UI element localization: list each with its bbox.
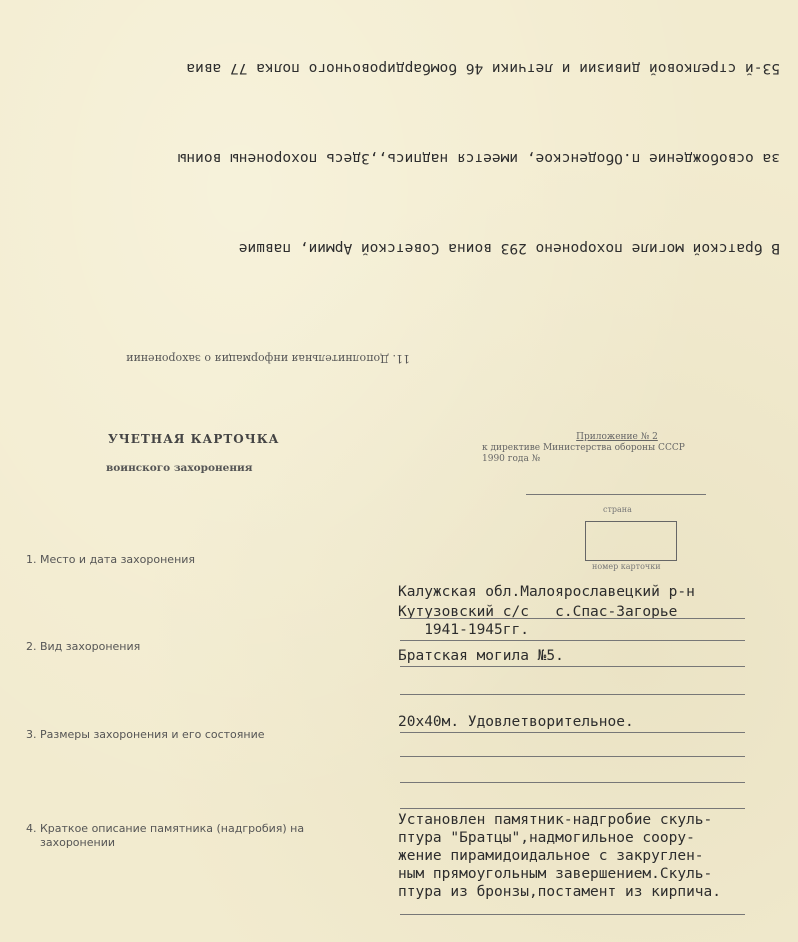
field-value-line: птура "Братцы",надмогильное соору- bbox=[398, 830, 695, 846]
back-line: 53-й стрелковой дивизии и летчики 46 бомбардировочного полка 77 авиа bbox=[186, 60, 780, 76]
field-line bbox=[400, 782, 745, 783]
field-label: 1. Место и дата захоронения bbox=[26, 553, 196, 566]
back-line: В братской могиле похоронено 293 воина Советской Армии, павшие bbox=[238, 240, 780, 256]
back-heading: 11. Дополнительная информация о захоронении bbox=[126, 352, 410, 365]
appendix-line: 1990 года № bbox=[482, 454, 541, 464]
field-value-line: птура из бронзы,постамент из кирпича. bbox=[398, 884, 722, 900]
field-value-line: ным прямоугольным завершением.Скуль- bbox=[398, 866, 713, 882]
back-line: за освобождение п.Ободенское, имеется надпись,,Здесь похоронены воины bbox=[177, 150, 780, 166]
field-value-line: Кутузовский с/с с.Спас-Загорье bbox=[398, 604, 678, 620]
field-line bbox=[400, 914, 745, 915]
field-label: 2. Вид захоронения bbox=[26, 640, 141, 653]
field-line bbox=[400, 756, 745, 757]
card-number-box bbox=[585, 521, 677, 561]
appendix-block bbox=[482, 432, 742, 465]
appendix-line: к директиве Министерства обороны СССР bbox=[482, 443, 685, 453]
field-line bbox=[400, 666, 745, 667]
field-line bbox=[400, 618, 745, 619]
field-line bbox=[400, 732, 745, 733]
field-line bbox=[400, 694, 745, 695]
field-line bbox=[400, 808, 745, 809]
field-label: 4. Краткое описание памятника (надгробия) на bbox=[26, 822, 305, 835]
inverted-back-section bbox=[40, 60, 780, 365]
field-value-line: жение пирамидоидальное с закруглен- bbox=[398, 848, 704, 864]
country-line bbox=[526, 494, 706, 495]
appendix-title: Приложение № 2 bbox=[576, 432, 658, 442]
card-number-caption: номер карточки bbox=[592, 562, 661, 571]
back-text bbox=[20, 0, 780, 323]
field-value-line: 1941-1945гг. bbox=[398, 622, 529, 638]
card-title: УЧЕТНАЯ КАРТОЧКА bbox=[108, 432, 280, 446]
field-value-line: 20х40м. Удовлетворительное. bbox=[398, 714, 634, 730]
card-subtitle: воинского захоронения bbox=[106, 462, 253, 474]
field-line bbox=[400, 640, 745, 641]
field-label: захоронении bbox=[40, 836, 115, 849]
field-value-line: Установлен памятник-надгробие скуль- bbox=[398, 812, 713, 828]
country-caption: страна bbox=[603, 505, 632, 514]
field-value-line: Калужская обл.Малоярославецкий р-н bbox=[398, 584, 695, 600]
field-label: 3. Размеры захоронения и его состояние bbox=[26, 728, 265, 741]
field-value-line: Братская могила №5. bbox=[398, 648, 564, 664]
